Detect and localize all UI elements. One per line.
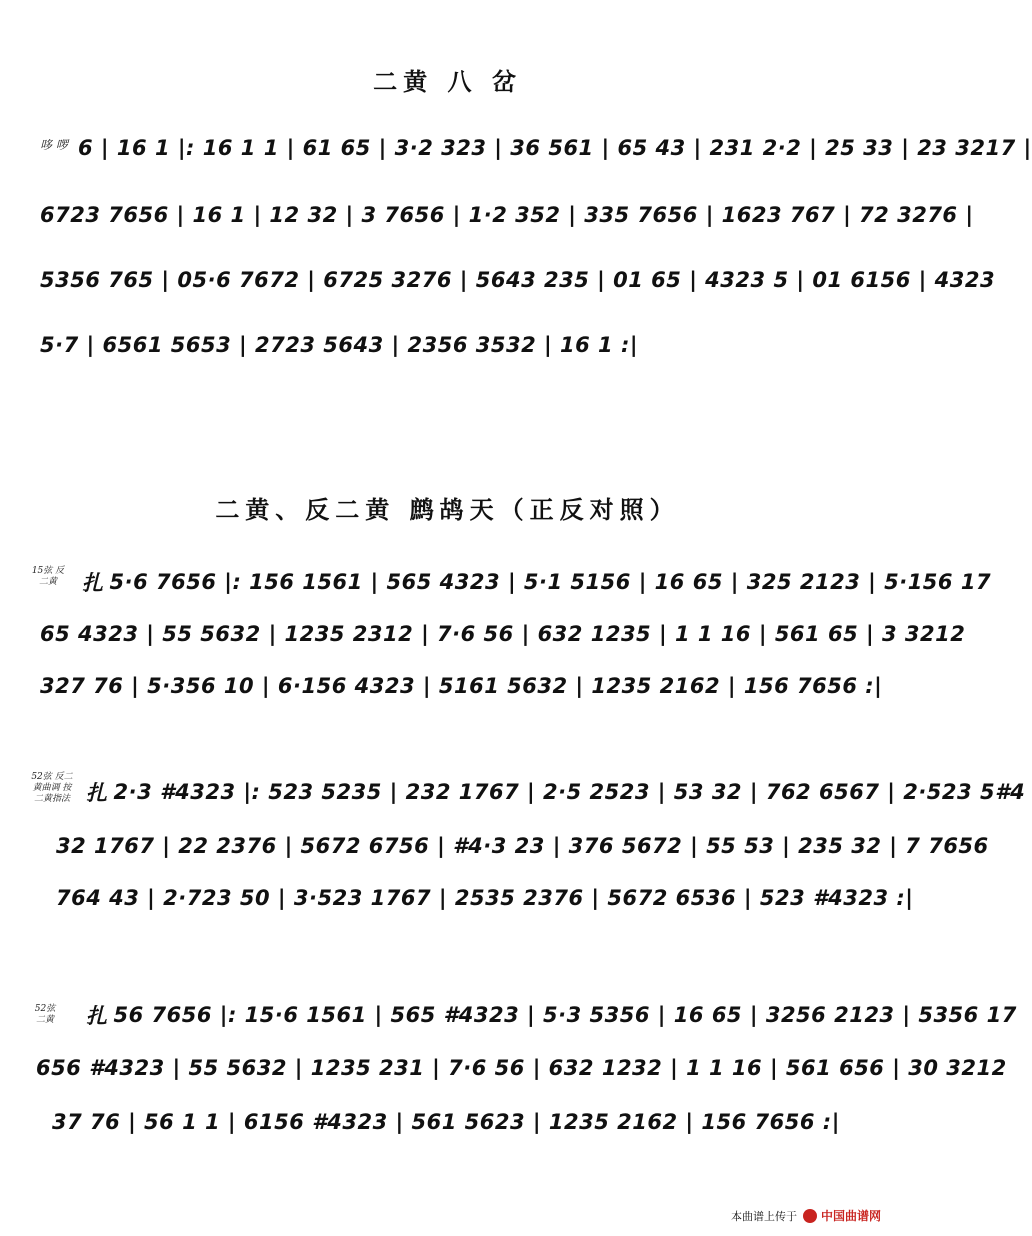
notation-text: 5·6 7656 |: 156 1561 | 565 4323 | 5·1 5156 | 16 65 | 325 2123 | 5·156 17 bbox=[109, 570, 992, 594]
section-2-title: 二黄、反二黄 鹧鸪天（正反对照） bbox=[215, 495, 680, 524]
section-1-line-1 bbox=[78, 128, 1032, 168]
section-2-line-1 bbox=[82, 562, 992, 602]
section-2-label: 15弦 反二黄 bbox=[31, 566, 65, 587]
notation-text: 2·3 #4323 |: 523 5235 | 232 1767 | 2·5 2523 | 53 32 | 762 6567 | 2·523 5#4 bbox=[113, 780, 1026, 804]
notation-text: 5·7 | 6561 5653 | 2723 5643 | 2356 3532 | 16 1 :| bbox=[40, 333, 639, 357]
notation-text: 56 7656 |: 15·6 1561 | 565 #4323 | 5·3 5356 | 16 65 | 3256 2123 | 5356 17 bbox=[113, 1003, 1017, 1027]
notation-text: 327 76 | 5·356 10 | 6·156 4323 | 5161 5632 | 1235 2162 | 156 7656 :| bbox=[40, 674, 883, 698]
section-3-line-1 bbox=[86, 772, 1026, 812]
section-1-line-4 bbox=[40, 325, 870, 365]
section-4-label: 52弦 二黄 bbox=[34, 1004, 56, 1025]
section-1-title: 二黄 八 岔 bbox=[373, 67, 522, 96]
site-logo-icon bbox=[803, 1209, 817, 1223]
section-3-intro: 扎 bbox=[86, 781, 108, 805]
section-4-line-2 bbox=[36, 1048, 1007, 1088]
section-1-line-2 bbox=[40, 195, 974, 235]
section-4-line-1 bbox=[86, 995, 1017, 1035]
notation-text: 764 43 | 2·723 50 | 3·523 1767 | 2535 2376 | 5672 6536 | 523 #4323 :| bbox=[56, 886, 914, 910]
notation-text: 65 4323 | 55 5632 | 1235 2312 | 7·6 56 | 632 1235 | 1 1 16 | 561 65 | 3 3212 bbox=[40, 622, 966, 646]
notation-text: 37 76 | 56 1 1 | 6156 #4323 | 561 5623 | 1235 2162 | 156 7656 :| bbox=[52, 1110, 840, 1134]
notation-text: 6723 7656 | 16 1 | 12 32 | 3 7656 | 1·2 352 | 335 7656 | 1623 767 | 72 3276 | bbox=[40, 203, 974, 227]
section-3-label: 52弦 反二黄曲调 按二黄指法 bbox=[31, 772, 73, 804]
notation-text: 656 #4323 | 55 5632 | 1235 231 | 7·6 56 | 632 1232 | 1 1 16 | 561 656 | 30 3212 bbox=[36, 1056, 1007, 1080]
section-2-intro: 扎 bbox=[82, 571, 104, 595]
section-3-line-3 bbox=[56, 878, 914, 918]
footer-brand-link[interactable]: 中国曲谱网 bbox=[820, 1209, 881, 1223]
section-2-line-2 bbox=[40, 614, 966, 654]
footer bbox=[731, 1207, 881, 1224]
footer-text: 本曲谱上传于 bbox=[730, 1209, 797, 1223]
notation-text: 6 | 16 1 |: 16 1 1 | 61 65 | 3·2 323 | 36 561 | 65 43 | 231 2·2 | 25 33 | 23 3217 | bbox=[78, 136, 1032, 160]
section-4-line-3 bbox=[52, 1102, 882, 1142]
notation-text: 5356 765 | 05·6 7672 | 6725 3276 | 5643 235 | 01 65 | 4323 5 | 01 6156 | 4323 bbox=[40, 268, 996, 292]
section-1-line-3 bbox=[40, 260, 996, 300]
section-2-line-3 bbox=[40, 666, 883, 706]
notation-text: 32 1767 | 22 2376 | 5672 6756 | #4·3 23 | 376 5672 | 55 53 | 235 32 | 7 7656 bbox=[56, 834, 989, 858]
section-3-line-2 bbox=[56, 826, 989, 866]
section-4-intro: 扎 bbox=[86, 1004, 108, 1028]
section-1-intro: 哆 啰 bbox=[40, 138, 68, 152]
